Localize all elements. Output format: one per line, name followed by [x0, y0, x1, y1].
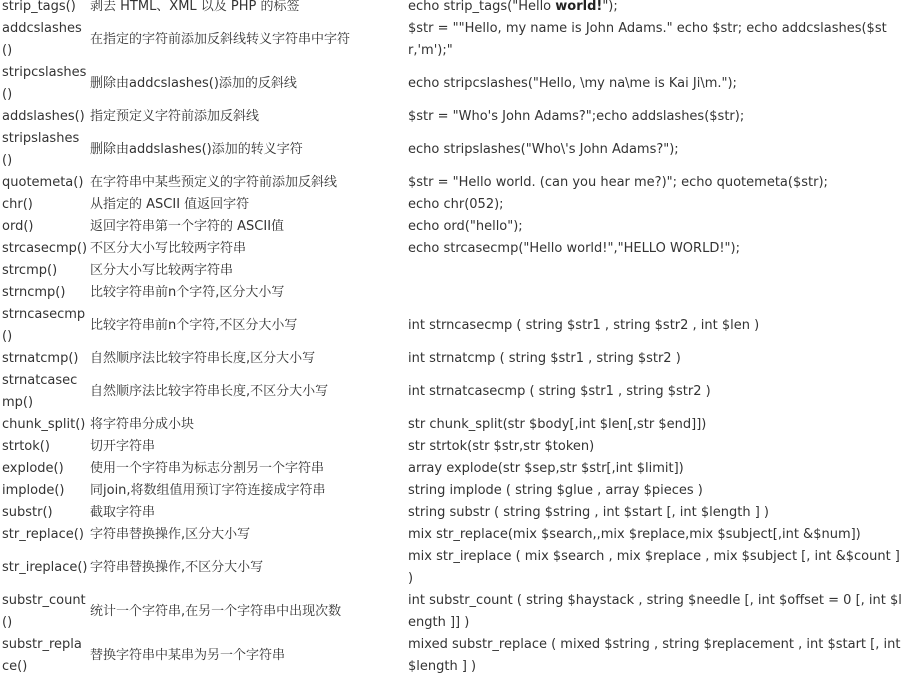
function-name-cell: substr(): [2, 505, 53, 520]
table-row: [0, 304, 906, 348]
function-example-cell: mixed substr_replace ( mixed $string , string $replacement , int $start [, int $length ] ): [408, 637, 901, 674]
function-name-cell: strnatcasecmp(): [2, 373, 78, 410]
function-name-cell: str_ireplace(): [2, 560, 88, 575]
function-description-cell: 在指定的字符前添加反斜线转义字符串中字符: [90, 32, 351, 47]
function-name-cell: substr_count(): [2, 593, 86, 630]
table-row: [0, 480, 906, 502]
function-description-cell: 剥去 HTML、XML 以及 PHP 的标签: [90, 0, 300, 14]
function-description-cell: 在字符串中某些预定义的字符前添加反斜线: [90, 175, 338, 190]
function-name-cell: substr_replace(): [2, 637, 82, 674]
function-description-cell: 删除由addslashes()添加的转义字符: [90, 142, 303, 157]
function-example-cell: int substr_count ( string $haystack , string $needle [, int $offset = 0 [, int $length ]] ): [408, 593, 902, 630]
function-example-cell: echo stripslashes("Who\'s John Adams?");: [408, 142, 679, 157]
table-row: [0, 370, 906, 414]
function-name-cell: strcasecmp(): [2, 241, 88, 256]
function-description-cell: 不区分大小写比较两字符串: [90, 241, 247, 256]
table-row: [0, 436, 906, 458]
function-example-cell: $str = "Who's John Adams?";echo addslashes($str);: [408, 109, 745, 124]
table-row: [0, 634, 906, 678]
table-row: [0, 18, 906, 62]
function-example-cell: [404, 282, 906, 304]
function-name-cell: implode(): [2, 483, 65, 498]
function-name-cell: explode(): [2, 461, 64, 476]
table-row: [0, 348, 906, 370]
function-name-cell: chunk_split(): [2, 417, 86, 432]
function-description-cell: 同join,将数组值用预订字符连接成字符串: [90, 483, 326, 498]
table-row: [0, 0, 906, 18]
function-example-cell: echo strcasecmp("Hello world!","HELLO WORLD!");: [408, 241, 740, 256]
function-description-cell: 从指定的 ASCII 值返回字符: [90, 197, 250, 212]
function-name-cell: strnatcmp(): [2, 351, 79, 366]
function-description-cell: 字符串替换操作,区分大小写: [90, 527, 251, 542]
function-example-cell: int strnatcasecmp ( string $str1 , string $str2 ): [408, 384, 711, 399]
function-example-cell: echo ord("hello");: [408, 219, 523, 234]
example-rendered-bold: world!: [555, 0, 603, 14]
function-description-cell: 返回字符串第一个字符的 ASCII值: [90, 219, 285, 234]
function-description-cell: 自然顺序法比较字符串长度,区分大小写: [90, 351, 316, 366]
table-row: [0, 282, 906, 304]
function-example-cell: $str = ""Hello, my name is John Adams." echo $str; echo addcslashes($str,'m');": [408, 21, 887, 58]
table-row: [0, 458, 906, 480]
function-example-cell: $str = "Hello world. (can you hear me?)"; echo quotemeta($str);: [408, 175, 828, 190]
function-name-cell: addslashes(): [2, 109, 85, 124]
table-row: [0, 502, 906, 524]
function-name-cell: addcslashes(): [2, 21, 82, 58]
table-row: [0, 62, 906, 106]
function-example-cell: [404, 260, 906, 282]
table-row: [0, 260, 906, 282]
function-description-cell: 指定预定义字符前添加反斜线: [90, 109, 260, 124]
function-name-cell: quotemeta(): [2, 175, 84, 190]
function-description-cell: 替换字符串中某串为另一个字符串: [90, 648, 286, 663]
function-example-cell: echo stripcslashes("Hello, \my na\me is Kai Ji\m.");: [408, 76, 737, 91]
function-description-cell: 截取字符串: [90, 505, 156, 520]
function-name-cell: ord(): [2, 219, 34, 234]
function-example-cell: array explode(str $sep,str $str[,int $limit]): [408, 461, 684, 476]
function-description-cell: 切开字符串: [90, 439, 156, 454]
function-example-cell: echo chr(052);: [408, 197, 504, 212]
function-name-cell: strip_tags(): [2, 0, 76, 14]
table-row: [0, 414, 906, 436]
function-description-cell: 将字符串分成小块: [90, 417, 195, 432]
function-description-cell: 比较字符串前n个字符,区分大小写: [90, 285, 285, 300]
function-description-cell: 比较字符串前n个字符,不区分大小写: [90, 318, 298, 333]
function-description-cell: 统计一个字符串,在另一个字符串中出现次数: [90, 604, 342, 619]
table-row: [0, 524, 906, 546]
example-text: echo strip_tags("Hello: [408, 0, 556, 14]
function-example-cell: mix str_replace(mix $search,,mix $replace,mix $subject[,int &$num]): [408, 527, 861, 542]
function-example-cell: int strnatcmp ( string $str1 , string $str2 ): [408, 351, 681, 366]
function-example-cell: string implode ( string $glue , array $pieces ): [408, 483, 703, 498]
example-text: ");: [602, 0, 618, 14]
function-example-cell: str chunk_split(str $body[,int $len[,str $end]]): [408, 417, 707, 432]
table-row: [0, 216, 906, 238]
function-description-cell: 使用一个字符串为标志分割另一个字符串: [90, 461, 325, 476]
function-name-cell: strncasecmp(): [2, 307, 86, 344]
function-name-cell: strcmp(): [2, 263, 58, 278]
function-name-cell: chr(): [2, 197, 33, 212]
function-example-cell: int strncasecmp ( string $str1 , string $str2 , int $len ): [408, 318, 760, 333]
function-name-cell: stripcslashes(): [2, 65, 87, 102]
function-example-cell: mix str_ireplace ( mix $search , mix $replace , mix $subject [, int &$count ] ): [408, 549, 900, 586]
function-example-cell: [404, 0, 906, 18]
function-name-cell: strncmp(): [2, 285, 66, 300]
function-description-cell: 自然顺序法比较字符串长度,不区分大小写: [90, 384, 329, 399]
table-row: [0, 128, 906, 172]
table-row: [0, 172, 906, 194]
table-row: [0, 590, 906, 634]
table-row: [0, 546, 906, 590]
function-name-cell: stripslashes(): [2, 131, 80, 168]
function-example-cell: string substr ( string $string , int $start [, int $length ] ): [408, 505, 769, 520]
function-description-cell: 区分大小写比较两字符串: [90, 263, 234, 278]
function-example-cell: str strtok(str $str,str $token): [408, 439, 595, 454]
function-name-cell: strtok(): [2, 439, 50, 454]
table-row: [0, 238, 906, 260]
function-description-cell: 字符串替换操作,不区分大小写: [90, 560, 264, 575]
function-description-cell: 删除由addcslashes()添加的反斜线: [90, 76, 297, 91]
function-name-cell: str_replace(): [2, 527, 84, 542]
table-row: [0, 194, 906, 216]
table-row: [0, 106, 906, 128]
